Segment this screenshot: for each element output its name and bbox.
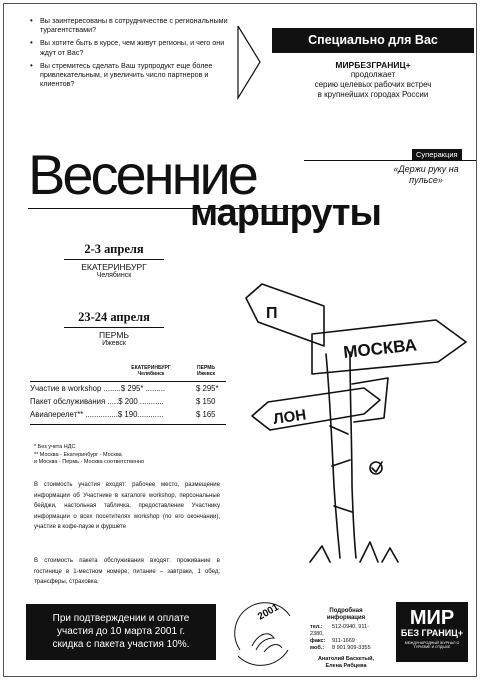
page-title-line1: Весенние (28, 143, 256, 206)
row-value: $ 150 (196, 397, 216, 406)
special-line: в крупнейших городах России (317, 90, 429, 99)
mobile-number: 8 901 909-3355 (332, 645, 371, 651)
contact-label: Подробная информация (326, 608, 366, 621)
column-header-city2: Челябинск (137, 370, 165, 377)
column-header-city: ПЕРМЬ (197, 365, 215, 371)
event-city-secondary: Ижевск (102, 340, 126, 347)
divider (64, 259, 164, 260)
footnote: * Без учета НДС (34, 444, 76, 450)
phone-number: 512-0940, 911-2380, (310, 624, 369, 637)
page-title-line2: маршруты (190, 192, 381, 234)
divider (64, 327, 164, 328)
sign-left-top: П (266, 305, 278, 322)
special-line: серию целевых рабочих встреч (314, 80, 432, 89)
emblem-year: 2001 (256, 601, 281, 623)
column-header (122, 366, 180, 377)
special-offer-text (272, 60, 474, 100)
logo-main: МИР (409, 607, 455, 629)
price-table (30, 366, 226, 425)
row-label: Пакет обслуживания .....$ 200 ........... (30, 397, 164, 406)
event-date: 2-3 апреля (84, 242, 144, 256)
superaction-tag: Суперакция (412, 149, 462, 161)
mob-label: моб.: (310, 645, 325, 651)
contact-info (310, 608, 382, 670)
promo-line: При подтверждении и оплате (52, 613, 190, 624)
promo-line: участия до 10 марта 2001 г. (56, 626, 186, 637)
event-emblem-icon (230, 600, 300, 666)
brand-name: МИРБЕЗГРАНИЦ+ (335, 60, 411, 70)
flyer-page (3, 3, 477, 677)
contact-phones (310, 624, 382, 652)
fax-label: факс: (310, 638, 326, 644)
column-header-city: ЕКАТЕРИНБУРГ (131, 365, 171, 371)
logo-sub: БЕЗ ГРАНИЦ+ (400, 628, 464, 638)
magazine-logo (396, 602, 468, 662)
fax-number: 911-1669 (332, 638, 355, 644)
tel-label: тел.: (310, 624, 323, 630)
event-dates-1 (44, 242, 184, 279)
footnote: ** Москва - Екатеринбург - Москва (34, 451, 122, 458)
questions-list (30, 16, 230, 92)
table-row (30, 382, 226, 395)
sign-left-bottom: ЛОН (272, 406, 308, 428)
question-item: • Вы заинтересованы в сотрудничестве с региональными турагентствами? (30, 16, 230, 34)
row-value: $ 295* (196, 384, 219, 393)
sign-moscow: МОСКВА (342, 335, 418, 362)
footnote: и Москва - Пермь - Москва соответственно (34, 459, 145, 465)
event-city: ЕКАТЕРИНБУРГ (81, 262, 147, 272)
event-city: ПЕРМЬ (98, 330, 129, 340)
logo-tagline: МЕЖДУНАРОДНЫЙ ЖУРНАЛ О ТУРИЗМЕ И ОТДЫХЕ (404, 641, 460, 650)
event-city-secondary: Челябинск (96, 272, 132, 279)
contact-person: Анатолий Баскетый, (317, 656, 375, 662)
divider (30, 424, 226, 425)
special-offer-box (272, 28, 474, 100)
promo-line: скидка с пакета участия 10%. (52, 639, 190, 650)
special-offer-header: Специально для Вас (272, 28, 474, 53)
column-header-city2: Ижевск (196, 370, 216, 377)
row-label: Участие в workshop ........$ 295* ......... (30, 384, 166, 393)
special-line: продолжает (350, 70, 396, 79)
arrow-chevron-icon (236, 24, 264, 100)
table-row (30, 408, 226, 421)
table-row (30, 395, 226, 408)
footnotes (34, 444, 234, 467)
discount-promo-box (26, 604, 216, 660)
participation-text: В стоимость участия входят: рабочее место, размещение информации об Участнике в каталоге workshop, персональные бейджи, настольная табличка, предоставление Участнику информации о всех посетителях workshop (по его окончании), участие в кофе-паузе и фуршете (34, 482, 220, 530)
signpost-illustration (240, 276, 477, 566)
price-table-header (30, 366, 226, 382)
contact-person: Елена Рябцева (325, 663, 367, 669)
column-header (186, 366, 226, 377)
event-date: 23-24 апреля (78, 310, 150, 324)
event-dates-2 (44, 310, 184, 347)
superaction-title: «Держи руку на пульсе» (393, 164, 459, 185)
question-item: • Вы хотите быть в курсе, чем живут регионы, и чего они ждут от Вас? (30, 38, 230, 56)
row-value: $ 165 (196, 410, 216, 419)
row-label: Авиаперелет** ...............$ 190............ (30, 410, 164, 419)
service-package-text: В стоимость пакета обслуживания входят: проживание в гостинице в 1-местном номере; питание – завтраки, 1 обед; трансферы, страховка. (34, 558, 220, 585)
question-item: • Вы стремитесь сделать Ваш турпродукт еще более привлекательным, и увеличить число партнеров и клиентов? (30, 61, 230, 89)
